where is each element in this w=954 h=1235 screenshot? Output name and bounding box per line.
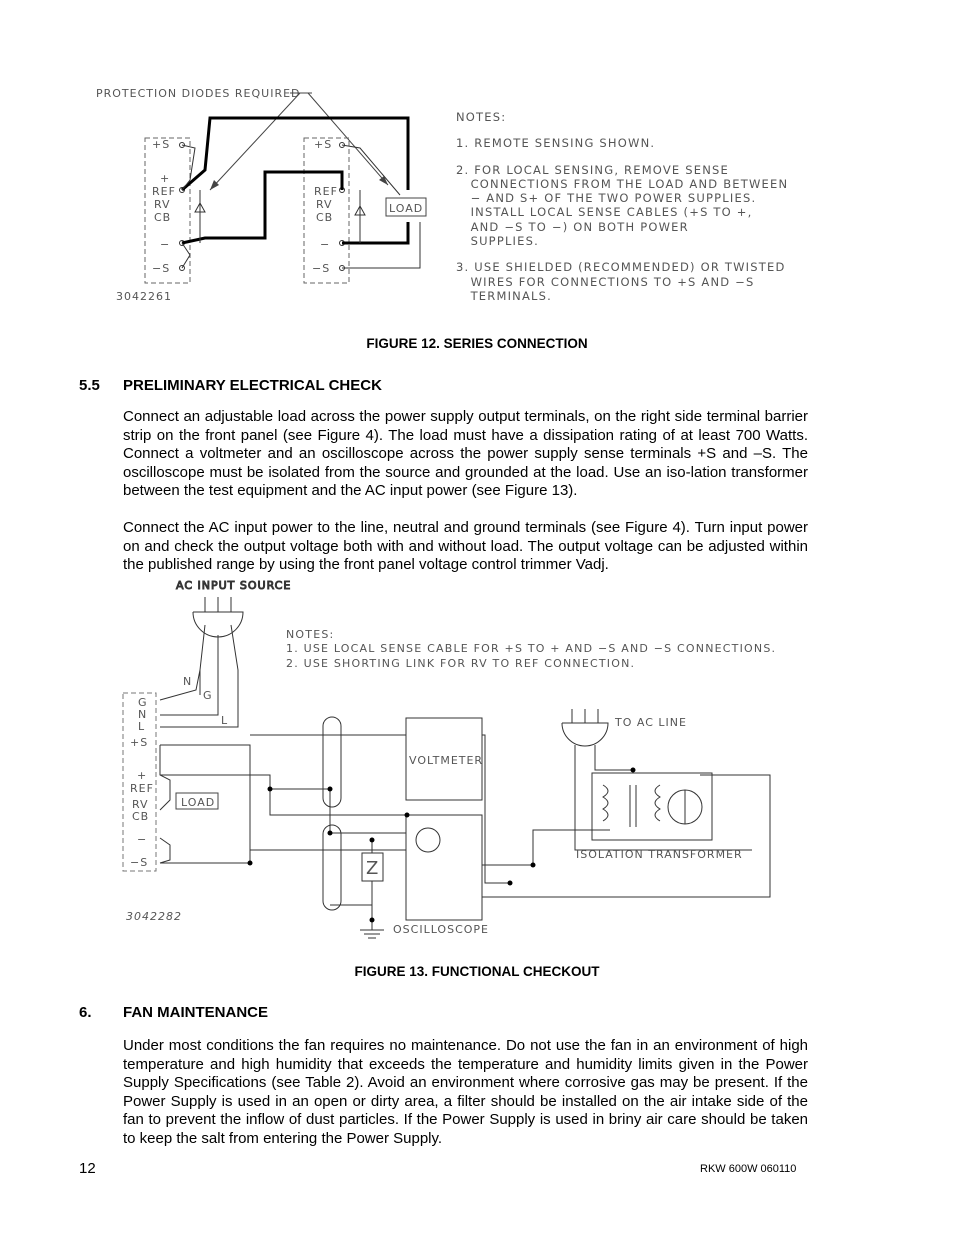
fig13-wire-n: N — [183, 675, 193, 688]
svg-text:+S: +S — [130, 736, 149, 749]
section-6-number: 6. — [79, 1004, 92, 1021]
fig13-wire-l: L — [221, 714, 229, 727]
section-55-paragraph-2: Connect the AC input power to the line, neutral and ground terminals (see Figure 4). Turn input power on and check the output voltage both with and without load. The output voltage can be adjusted within the published range by using the front panel voltage control trimmer Vadj. — [123, 519, 808, 574]
svg-text:+: + — [160, 172, 171, 185]
fig13-voltmeter-label: VOLTMETER — [409, 754, 484, 767]
fig12-drawing-number: 3042261 — [116, 290, 172, 303]
fig12-protection-label: PROTECTION DIODES REQUIRED — [96, 87, 301, 100]
svg-text:+: + — [137, 769, 148, 782]
svg-text:−: − — [320, 238, 331, 251]
svg-text:REF: REF — [130, 782, 154, 795]
svg-text:−S: −S — [312, 262, 331, 275]
svg-text:RV: RV — [132, 798, 149, 811]
fig13-wire-g: G — [203, 689, 213, 702]
svg-text:G: G — [138, 696, 148, 709]
figure-12-caption: FIGURE 12. SERIES CONNECTION — [366, 336, 588, 351]
svg-text:CB: CB — [132, 810, 150, 823]
fig13-drawing-number: 3042282 — [126, 910, 182, 923]
fig13-oscilloscope-label: OSCILLOSCOPE — [393, 923, 489, 936]
fig13-terminals — [130, 696, 154, 869]
fig12-right-terminals — [312, 138, 338, 275]
fig12-left-terminals — [152, 138, 176, 275]
fig12-notes: NOTES: 1. REMOTE SENSING SHOWN. 2. FOR LOCAL SENSING, REMOVE SENSE CONNECTIONS FROM THE LOAD AND BETWEEN − AND S+ OF THE TWO POWER SUPPLIES. INSTALL LOCAL SENSE CABLES (+S TO +, AND −S TO −) ON BOTH POWER SUPPLIES. 3. USE SHIELDED (RECOMMENDED) OR TWISTED WIRES FOR CONNECTIONS TO +S AND −S TERMINALS. — [456, 110, 789, 303]
svg-text:RV: RV — [316, 198, 333, 211]
svg-text:CB: CB — [316, 211, 334, 224]
document-id: RKW 600W 060110 — [700, 1163, 797, 1175]
svg-text:RV: RV — [154, 198, 171, 211]
fig13-notes: NOTES: 1. USE LOCAL SENSE CABLE FOR +S TO + AND −S AND −S CONNECTIONS. 2. USE SHORTING LINK FOR RV TO REF CONNECTION. — [286, 628, 777, 670]
fig12-load-label: LOAD — [389, 202, 424, 215]
svg-text:L: L — [138, 720, 146, 733]
section-6-title: FAN MAINTENANCE — [123, 1004, 268, 1021]
svg-text:−S: −S — [152, 262, 171, 275]
svg-text:−: − — [160, 238, 171, 251]
section-55-title: PRELIMINARY ELECTRICAL CHECK — [123, 377, 382, 394]
svg-text:REF: REF — [152, 185, 176, 198]
svg-text:CB: CB — [154, 211, 172, 224]
svg-text:+S: +S — [314, 138, 333, 151]
figure-13-caption: FIGURE 13. FUNCTIONAL CHECKOUT — [354, 964, 600, 979]
page-number: 12 — [79, 1160, 96, 1177]
svg-text:REF: REF — [314, 185, 338, 198]
fig13-to-ac-line-label: TO AC LINE — [615, 716, 687, 729]
svg-text:AC INPUT SOURCE: AC INPUT SOURCE — [176, 579, 292, 592]
section-55-number: 5.5 — [79, 377, 100, 394]
svg-text:N: N — [138, 708, 148, 721]
section-6-paragraph: Under most conditions the fan requires no maintenance. Do not use the fan in an environment of high temperature and high humidity that exceeds the temperature and humidity limits given in the Power Supply Specifications (see Table 2). Avoid an environment where corrosive gas may be present. If the Power Supply is used in an open or dirty area, a filter should be installed on the air intake side of the fan to prevent the inflow of dust particles. If the Power Supply is used in briny air care should be taken to keep the salt from entering the Power Supply. — [123, 1037, 808, 1147]
svg-text:−S: −S — [130, 856, 149, 869]
fig13-z-label: Z — [366, 858, 379, 879]
fig13-load-label: LOAD — [181, 796, 216, 809]
svg-text:+S: +S — [152, 138, 171, 151]
section-55-paragraph-1: Connect an adjustable load across the power supply output terminals, on the right side terminal barrier strip on the front panel (see Figure 4). The load must have a dissipation rating of at least 700 Watts. Connect a voltmeter and an oscilloscope across the power supply sense terminals +S and –S. The oscilloscope must be isolated from the source and grounded at the load. Use an iso-lation transformer between the test equipment and the AC input power (see Figure 13). — [123, 408, 808, 500]
fig13-isolation-label: ISOLATION TRANSFORMER — [576, 848, 743, 861]
svg-text:−: − — [137, 833, 148, 846]
